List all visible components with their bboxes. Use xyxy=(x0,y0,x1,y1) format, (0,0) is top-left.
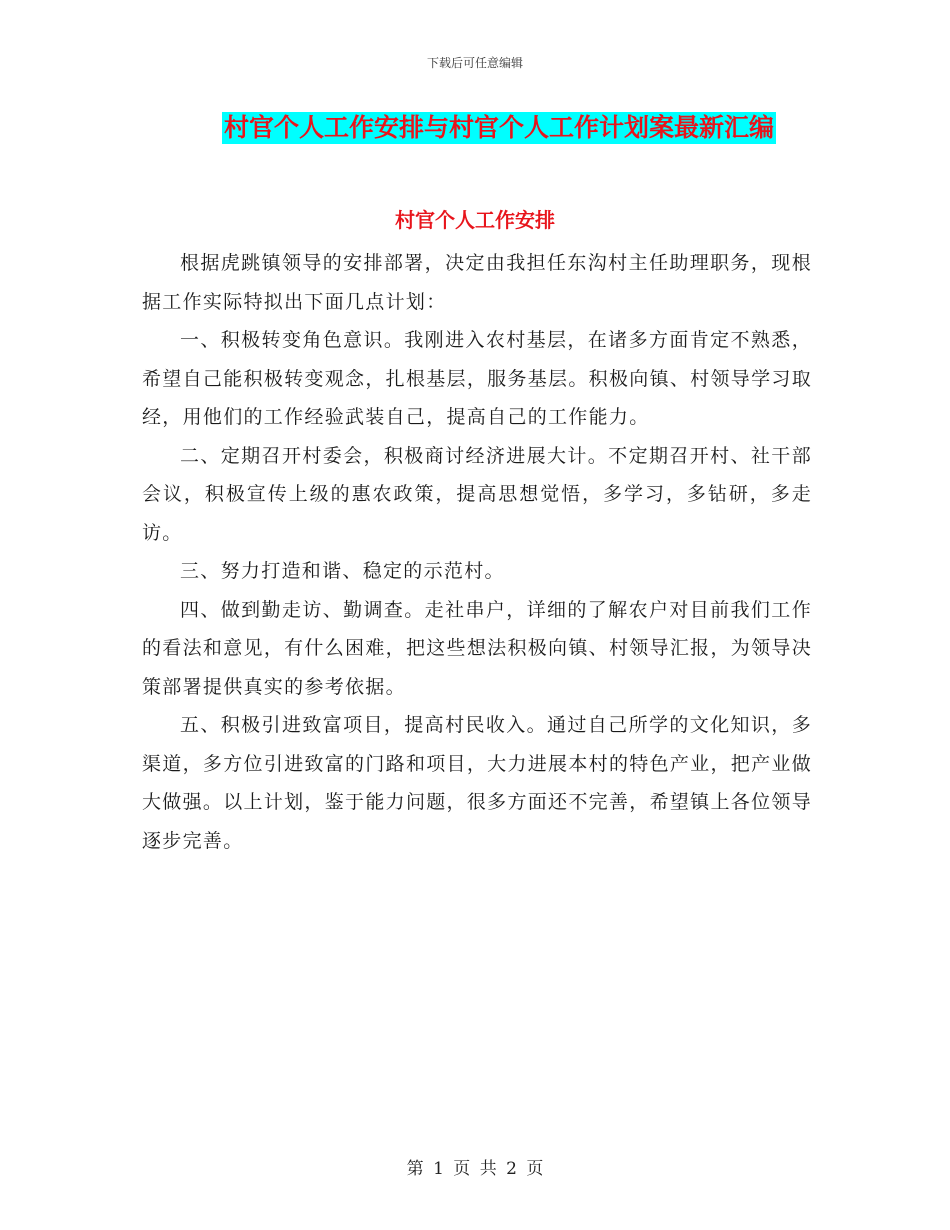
paragraph-intro: 根据虎跳镇领导的安排部署，决定由我担任东沟村主任助理职务，现根据工作实际特拟出下面几点计划： xyxy=(142,252,812,313)
paragraph-item-2: 二、定期召开村委会，积极商讨经济进展大计。不定期召开村、社干部会议，积极宣传上级的惠农政策，提高思想觉悟，多学习，多钻研，多走访。 xyxy=(142,444,812,544)
document-title-container xyxy=(0,112,950,144)
document-body xyxy=(142,244,812,860)
section-title: 村官个人工作安排 xyxy=(395,208,555,232)
document-title: 村官个人工作安排与村官个人工作计划案最新汇编 xyxy=(223,113,774,142)
header-note: 下载后可任意编辑 xyxy=(426,56,523,70)
paragraph-item-1: 一、积极转变角色意识。我刚进入农村基层，在诸多方面肯定不熟悉，希望自己能积极转变观念，扎根基层，服务基层。积极向镇、村领导学习取经，用他们的工作经验武装自己，提高自己的工作能力。 xyxy=(142,329,812,428)
paragraph-item-5: 五、积极引进致富项目，提高村民收入。通过自己所学的文化知识，多渠道，多方位引进致富的门路和项目，大力进展本村的特色产业，把产业做大做强。以上计划，鉴于能力问题，很多方面还不完善，希望镇上各位领导逐步完善。 xyxy=(142,714,812,852)
paragraph-item-3: 三、努力打造和谐、稳定的示范村。 xyxy=(180,560,505,582)
paragraph-item-4: 四、做到勤走访、勤调查。走社串户，详细的了解农户对目前我们工作的看法和意见，有什么困难，把这些想法积极向镇、村领导汇报，为领导决策部署提供真实的参考依据。 xyxy=(142,598,812,698)
page-number-footer: 第 1 页 共 2 页 xyxy=(406,1159,544,1179)
